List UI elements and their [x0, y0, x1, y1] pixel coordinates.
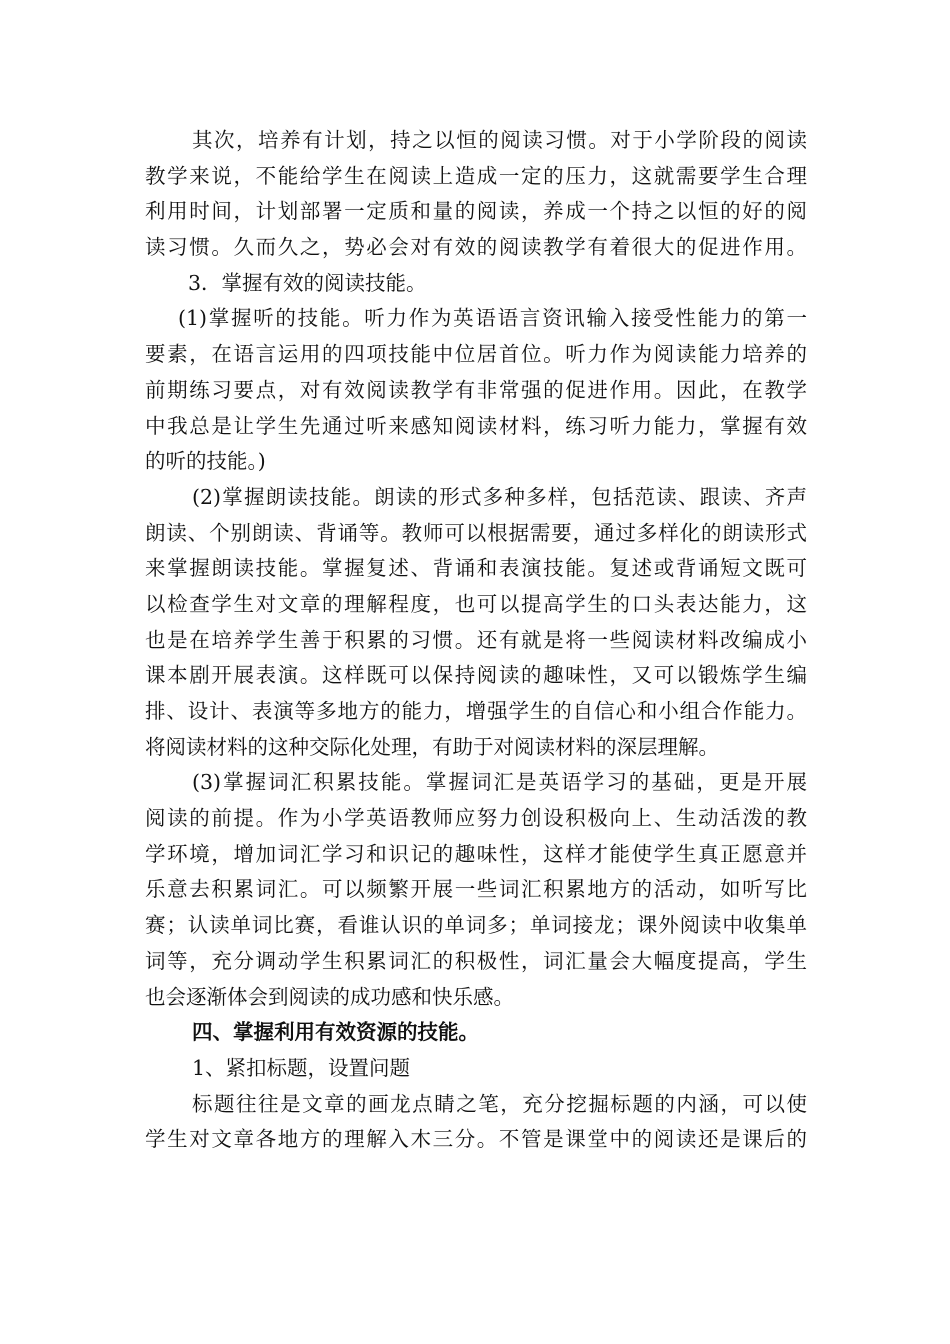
text-line: 学环境，增加词汇学习和识记的趣味性，这样才能使学生真正愿意并	[145, 841, 807, 866]
text-line: (2)掌握朗读技能。朗读的形式多种多样，包括范读、跟读、齐声	[192, 484, 807, 509]
text-line: 课本剧开展表演。这样既可以保持阅读的趣味性，又可以锻炼学生编	[145, 663, 807, 688]
text-line: (3)掌握词汇积累技能。掌握词汇是英语学习的基础，更是开展	[192, 770, 807, 795]
text-line: 的听的技能。)	[145, 449, 266, 474]
text-line: 将阅读材料的这种交际化处理，有助于对阅读材料的深层理解。	[145, 734, 719, 759]
text-line: 朗读、个别朗读、背诵等。教师可以根据需要，通过多样化的朗读形式	[145, 520, 807, 545]
text-line: 其次，培养有计划，持之以恒的阅读习惯。对于小学阶段的阅读	[192, 128, 807, 152]
text-line: 1、紧扣标题，设置问题	[192, 1055, 411, 1080]
text-line: 标题往往是文章的画龙点睛之笔，充分挖掘标题的内涵，可以使	[192, 1091, 807, 1116]
text-line: 来掌握朗读技能。掌握复述、背诵和表演技能。复述或背诵短文既可	[145, 556, 807, 581]
text-line: 中我总是让学生先通过听来感知阅读材料，练习听力能力，掌握有效	[145, 413, 807, 438]
document-body	[145, 123, 807, 1158]
text-line: 词等，充分调动学生积累词汇的积极性，词汇量会大幅度提高，学生	[145, 948, 807, 973]
text-line: 读习惯。久而久之，势必会对有效的阅读教学有着很大的促进作用。	[145, 235, 807, 260]
text-line: 也是在培养学生善于积累的习惯。还有就是将一些阅读材料改编成小	[145, 627, 807, 652]
text-line: (1)掌握听的技能。听力作为英语语言资讯输入接受性能力的第一	[178, 306, 807, 331]
text-line: 以检查学生对文章的理解程度，也可以提高学生的口头表达能力，这	[145, 591, 807, 616]
section-heading: 四、掌握利用有效资源的技能。	[192, 1020, 479, 1045]
text-line: 教学来说，不能给学生在阅读上造成一定的压力，这就需要学生合理	[145, 163, 807, 188]
text-line: 赛；认读单词比赛，看谁认识的单词多；单词接龙；课外阅读中收集单	[145, 913, 807, 938]
text-line: 3．掌握有效的阅读技能。	[188, 270, 427, 295]
text-line: 乐意去积累词汇。可以频繁开展一些词汇积累地方的活动，如听写比	[145, 877, 807, 902]
text-line: 阅读的前提。作为小学英语教师应努力创设积极向上、生动活泼的教	[145, 806, 807, 831]
text-line: 排、设计、表演等多地方的能力，增强学生的自信心和小组合作能力。	[145, 699, 807, 723]
text-line: 也会逐渐体会到阅读的成功感和快乐感。	[145, 984, 514, 1009]
text-line: 利用时间，计划部署一定质和量的阅读，养成一个持之以恒的好的阅	[145, 199, 807, 224]
text-line: 要素，在语言运用的四项技能中位居首位。听力作为阅读能力培养的	[145, 342, 807, 367]
text-line: 前期练习要点，对有效阅读教学有非常强的促进作用。因此，在教学	[145, 377, 807, 402]
text-line: 学生对文章各地方的理解入木三分。不管是课堂中的阅读还是课后的	[145, 1127, 807, 1152]
